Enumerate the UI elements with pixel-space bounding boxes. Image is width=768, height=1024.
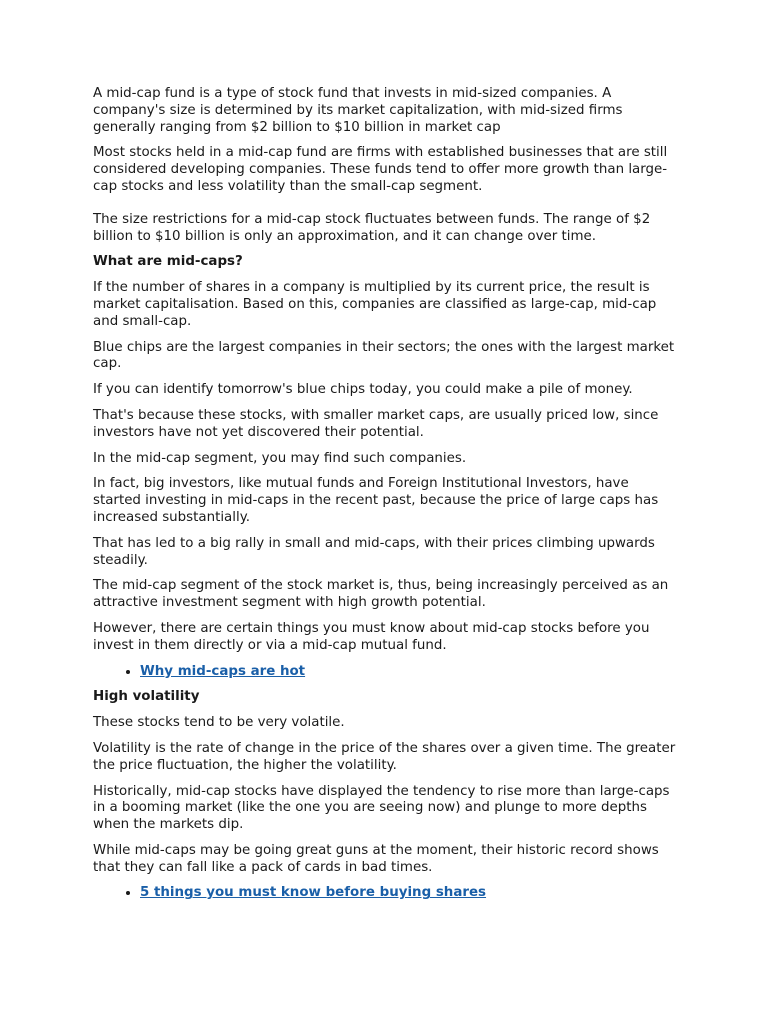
paragraph-big-investors: In fact, big investors, like mutual funds and Foreign Institutional Investors, have started investing in mid-caps in the recent past, because the price of large caps has increased substantially.	[93, 476, 659, 525]
paragraph-blue-chips: Blue chips are the largest companies in their sectors; the ones with the largest market cap.	[93, 339, 675, 372]
paragraph-priced-low: That's because these stocks, with smaller market caps, are usually priced low, since investors have not yet discovered their potential.	[93, 407, 659, 440]
paragraph-big-rally: That has led to a big rally in small and mid-caps, with their prices climbing upwards steadily.	[93, 535, 655, 568]
intro-paragraph: A mid-cap fund is a type of stock fund that invests in mid-sized companies. A company's size is determined by its market capitalization, with mid-sized firms generally ranging from $2 billion to $10 billion in market cap	[93, 86, 623, 135]
paragraph-historically: Historically, mid-cap stocks have displayed the tendency to rise more than large-caps in a booming market (like the one you are seeing now) and plunge to more depths when the markets dip.	[93, 783, 670, 833]
link-why-mid-caps-are-hot[interactable]: Why mid-caps are hot	[140, 663, 306, 679]
paragraph-tomorrow-blue-chips: If you can identify tomorrow's blue chips today, you could make a pile of money.	[93, 382, 633, 398]
paragraph-volatility-definition: Volatility is the rate of change in the price of the shares over a given time. The greater the price fluctuation, the higher the volatility.	[93, 740, 676, 773]
document-page	[93, 86, 678, 911]
related-links-list-2	[93, 885, 678, 902]
paragraph-size-restrictions: The size restrictions for a mid-cap stock fluctuates between funds. The range of $2 billion to $10 billion is only an approximation, and it can change over time.	[93, 211, 651, 244]
paragraph-very-volatile: These stocks tend to be very volatile.	[93, 715, 345, 731]
paragraph-great-guns: While mid-caps may be going great guns at the moment, their historic record shows that they can fall like a pack of cards in bad times.	[93, 842, 659, 875]
link-5-things-before-buying-shares[interactable]: 5 things you must know before buying shares	[140, 885, 487, 901]
list-item	[140, 885, 678, 902]
paragraph-fund-holdings: Most stocks held in a mid-cap fund are firms with established businesses that are still considered developing companies. These funds tend to offer more growth than large-cap stocks and less volatility than the small-cap segment.	[93, 145, 668, 194]
heading-high-volatility: High volatility	[93, 689, 200, 705]
paragraph-things-to-know: However, there are certain things you must know about mid-cap stocks before you invest in them directly or via a mid-cap mutual fund.	[93, 620, 650, 653]
paragraph-mid-cap-segment: In the mid-cap segment, you may find such companies.	[93, 450, 467, 466]
related-links-list-1	[93, 664, 678, 681]
paragraph-attractive-segment: The mid-cap segment of the stock market is, thus, being increasingly perceived as an attractive investment segment with high growth potential.	[93, 578, 669, 611]
list-item	[140, 664, 678, 681]
heading-what-are-mid-caps: What are mid-caps?	[93, 254, 243, 270]
paragraph-market-cap-definition: If the number of shares in a company is multiplied by its current price, the result is market capitalisation. Based on this, companies are classified as large-cap, mid-cap and small-cap.	[93, 280, 657, 329]
